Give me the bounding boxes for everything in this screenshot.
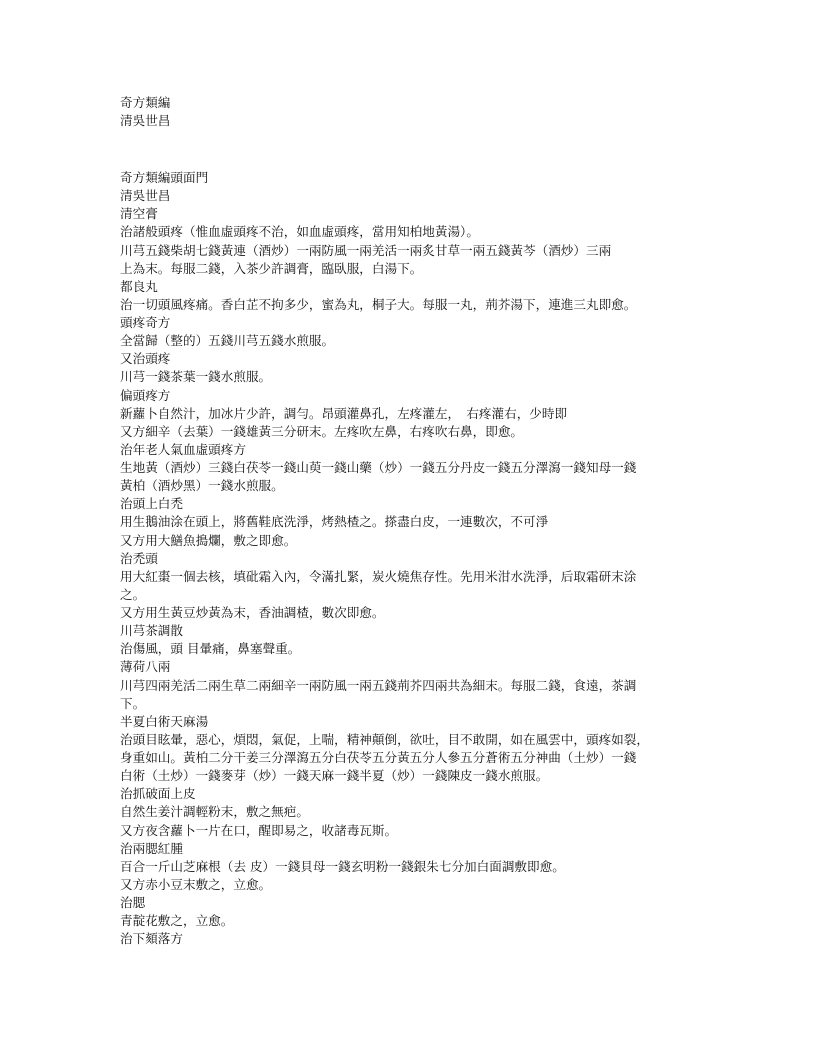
text-line: 清空膏 bbox=[120, 206, 158, 222]
text-line: 又方赤小豆末敷之，立愈。 bbox=[120, 876, 272, 892]
text-line: 用生鵝油涂在頭上，將舊鞋底洗淨，烤熱楂之。搽盡白皮，一連數次，不可淨 bbox=[120, 514, 549, 530]
text-line: 治一切頭風疼痛。香白芷不拘多少，蜜為丸，桐子大。每服一丸，荊芥湯下，連進三丸即愈。 bbox=[120, 296, 637, 312]
text-line: 又方細辛（去葉）一錢雄黃三分研末。左疼吹左鼻，右疼吹右鼻，即愈。 bbox=[120, 423, 523, 439]
text-line: 新蘿卜自然汁，加冰片少許，調勻。昂頭灌鼻孔，左疼灌左， 右疼灌右，少時即 bbox=[120, 405, 568, 421]
text-line: 又方用大鱔魚搗爛，敷之即愈。 bbox=[120, 532, 297, 548]
text-line: 川芎五錢柴胡七錢黃連（酒炒）一兩防風一兩羌活一兩炙甘草一兩五錢黃芩（酒炒）三兩 bbox=[120, 242, 612, 258]
text-line: 又治頭疼 bbox=[120, 351, 171, 367]
text-line: 川芎一錢茶葉一錢水煎服。 bbox=[120, 369, 272, 385]
text-line: 治兩腮紅腫 bbox=[120, 840, 183, 856]
text-line: 全當歸（整的）五錢川芎五錢水煎服。 bbox=[120, 333, 335, 349]
text-line: 偏頭疼方 bbox=[120, 387, 171, 403]
text-line: 用大紅棗一個去核，填砒霜入內，令滿扎緊，炭火燒焦存性。先用米泔水洗淨，后取霜研末涂 bbox=[120, 568, 637, 584]
text-line: 治腮 bbox=[120, 895, 146, 910]
text-line: 治諸般頭疼（惟血虛頭疼不治，如血虛頭疼，當用知柏地黃湯）。 bbox=[120, 224, 479, 240]
document-author: 清吳世昌 bbox=[120, 113, 171, 129]
document-body bbox=[120, 169, 649, 948]
text-line: 治下頦落方 bbox=[120, 931, 183, 947]
text-line: 治頭目眩暈，惡心，煩悶，氣促，上喘，精神顛倒，欲吐，目不敢開，如在風雲中，頭疼如裂， bbox=[120, 731, 649, 747]
text-line: 奇方類編頭面門 bbox=[120, 170, 209, 185]
text-line: 半夏白術天麻湯 bbox=[120, 713, 209, 729]
text-line: 之。 bbox=[120, 586, 146, 602]
text-line: 頭疼奇方 bbox=[120, 315, 171, 330]
text-line: 治頭上白禿 bbox=[120, 496, 183, 512]
text-line: 治禿頭 bbox=[120, 550, 158, 566]
text-line: 百合一斤山芝麻根（去 皮）一錢貝母一錢玄明粉一錢銀朱七分加白面調敷即愈。 bbox=[120, 858, 565, 874]
document-header bbox=[120, 94, 170, 130]
text-line: 下。 bbox=[120, 695, 146, 711]
text-line: 治年老人氣血虛頭疼方 bbox=[120, 441, 246, 457]
text-line: 川芎茶調散 bbox=[120, 623, 183, 639]
text-line: 生地黃（酒炒）三錢白茯苓一錢山萸一錢山藥（炒）一錢五分丹皮一錢五分澤瀉一錢知母一錢 bbox=[120, 460, 637, 475]
text-line: 都良丸 bbox=[120, 278, 158, 294]
text-line: 薄荷八兩 bbox=[120, 659, 171, 675]
text-line: 川芎四兩羌活二兩生草二兩細辛一兩防風一兩五錢荊芥四兩共為細末。每服二錢，食遠，茶調 bbox=[120, 677, 637, 693]
text-line: 青靛花敷之，立愈。 bbox=[120, 913, 234, 929]
text-line: 又方用生黃豆炒黃為末，香油調楂，數次即愈。 bbox=[120, 605, 385, 620]
text-line: 治抓破面上皮 bbox=[120, 786, 196, 802]
text-line: 白術（土炒）一錢麥芽（炒）一錢天麻一錢半夏（炒）一錢陳皮一錢水煎服。 bbox=[120, 768, 549, 784]
text-line: 上為末。每服二錢，入茶少許調膏，臨臥服，白湯下。 bbox=[120, 260, 423, 276]
text-line: 黃柏（酒炒黑）一錢水煎服。 bbox=[120, 478, 284, 494]
text-line: 自然生姜汁調輕粉末，敷之無疤。 bbox=[120, 804, 309, 820]
text-line: 清吳世昌 bbox=[120, 188, 171, 204]
text-line: 又方夜含蘿卜一片在口，醒即易之，收諸毒瓦斯。 bbox=[120, 822, 398, 838]
document-title: 奇方類編 bbox=[120, 95, 171, 110]
text-line: 身重如山。黃柏二分干姜三分澤瀉五分白茯苓五分黃五分人參五分蒼術五分神曲（土炒）一錢 bbox=[120, 750, 637, 765]
text-line: 治傷風，頭 目暈痛，鼻塞聲重。 bbox=[120, 641, 301, 657]
